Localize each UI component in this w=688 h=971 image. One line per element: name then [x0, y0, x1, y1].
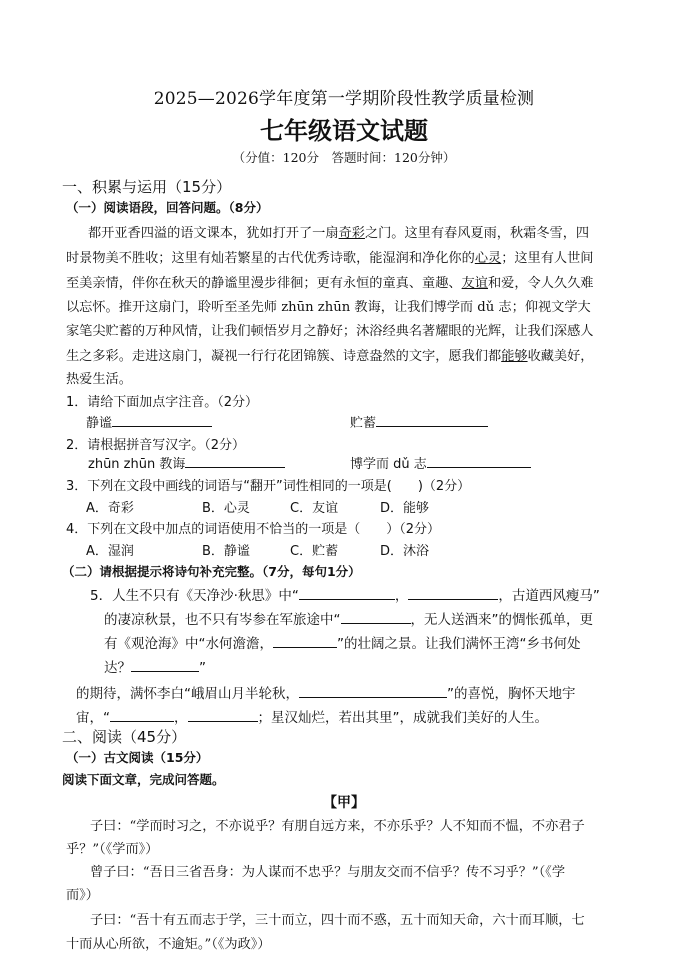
- passage-line-5: 家笔尖贮蓄的万种风情，让我们顿悟岁月之静好；沐浴经典名著耀眼的光辉，让我们深感人: [66, 324, 594, 339]
- passage-line-6: 生之多彩。走进这扇门，凝视一行行花团锦簇、诗意盎然的文字，愿我们都能够收藏美好，: [66, 349, 594, 364]
- underlined-word-youyi: 友谊: [461, 276, 488, 291]
- passage-line-3: 至美亲情，伴你在秋天的静谧里漫步徘徊；更有永恒的童真、童趣、友谊和爱，令人久久难: [66, 276, 594, 291]
- answer-blank[interactable]: [427, 454, 531, 468]
- q5-line-1: 5．人生不只有《天净沙·秋思》中“ ， ，古道西风瘦马”: [90, 588, 600, 604]
- passage-line-4: 以忘怀。推开这扇门，聆听至圣先师 zhūn zhūn 教诲，让我们博学而 dǔ 志；仰视文学大: [66, 300, 591, 315]
- poem-blank[interactable]: [273, 634, 337, 648]
- q1-item-zhuxu: 贮蓄: [350, 412, 488, 431]
- section2-heading: 二、阅读（45分）: [62, 728, 187, 746]
- q5-line-3: 有《观沧海》中“水何澹澹， ”的壮阔之景。让我们满怀王湾“乡书何处: [104, 636, 581, 652]
- poem-blank[interactable]: [299, 684, 447, 698]
- answer-blank[interactable]: [376, 413, 488, 427]
- classic-line-5: 子曰：“吾十有五而志于学，三十而立，四十而不惑，五十而知天命，六十而耳顺，七: [90, 913, 585, 928]
- poem-blank[interactable]: [341, 610, 411, 624]
- section1-heading: 一、积累与运用（15分）: [62, 178, 232, 196]
- passage-line-1: 都开亚香四溢的语文课本，犹如打开了一扇奇彩之门。这里有春风夏雨，秋霜冬雪，四: [88, 226, 590, 241]
- q3-option-d[interactable]: D．能够: [380, 501, 430, 516]
- score-time-info: （分值：120分 答题时间：120分钟）: [232, 150, 456, 165]
- question-3: 3．下列在文段中画线的词语与“翻开”词性相同的一项是( )（2分）: [66, 479, 471, 494]
- classic-line-6: 十而从心所欲，不逾矩。”（《为政》）: [66, 937, 271, 952]
- question-2: 2．请根据拼音写汉字。（2分）: [66, 438, 246, 453]
- classic-line-3: 曾子曰：“吾日三省吾身：为人谋而不忠乎？与朋友交而不信乎？传不习乎？”（《学: [90, 865, 566, 880]
- classic-line-2: 乎？”（《学而》）: [66, 842, 159, 857]
- part1-heading: （一）阅读语段，回答问题。（8分）: [66, 200, 269, 215]
- answer-blank[interactable]: [112, 413, 212, 427]
- section2-part1-heading: （一）古文阅读（15分）: [66, 750, 209, 765]
- q4-option-d[interactable]: D．沐浴: [380, 544, 430, 559]
- poem-blank[interactable]: [131, 658, 199, 672]
- question-4: 4．下列在文段中加点的词语使用不恰当的一项是（ ）（2分）: [66, 522, 441, 537]
- q4-option-b[interactable]: B．静谧: [202, 544, 250, 559]
- passage-line-2: 时景物美不胜收；这里有灿若繁星的古代优秀诗歌，能湿润和净化你的心灵；这里有人世间: [66, 251, 594, 266]
- q3-option-a[interactable]: A．奇彩: [86, 501, 134, 516]
- part2-heading: （二）请根据提示将诗句补充完整。（7分，每句1分）: [62, 564, 361, 579]
- text-jia-mark: 【甲】: [323, 795, 365, 811]
- question-1: 1．请给下面加点字注音。（2分）: [66, 395, 259, 410]
- underlined-word-xinling: 心灵: [474, 251, 502, 266]
- underlined-word-qicai: 奇彩: [338, 226, 365, 241]
- poem-blank[interactable]: [188, 708, 258, 722]
- exam-period-title: 2025—2026学年度第一学期阶段性教学质量检测: [153, 89, 535, 109]
- poem-blank[interactable]: [299, 586, 395, 600]
- q4-option-a[interactable]: A．湿润: [86, 544, 134, 559]
- poem-blank[interactable]: [408, 586, 498, 600]
- q3-option-b[interactable]: B．心灵: [202, 501, 250, 516]
- exam-subject-title: 七年级语文试题: [260, 116, 428, 145]
- answer-blank[interactable]: [185, 454, 285, 468]
- classic-line-1: 子曰：“学而时习之，不亦说乎？有朋自远方来，不亦乐乎？人不知而不愠，不亦君子: [90, 819, 585, 834]
- classic-line-4: 而》）: [66, 888, 99, 903]
- q3-option-c[interactable]: C．友谊: [290, 501, 339, 516]
- q2-item-zhunzhun: zhūn zhūn 教诲: [88, 453, 285, 472]
- q2-item-du: 博学而 dǔ 志: [350, 453, 531, 472]
- passage-line-7: 热爱生活。: [66, 372, 132, 387]
- q1-item-jingmi: 静谧: [86, 412, 212, 431]
- poem-blank[interactable]: [110, 708, 174, 722]
- q5-line-2: 的凄凉秋景，也不只有岑参在军旅途中“ ，无人送酒来”的惆怅孤单，更: [104, 612, 593, 628]
- underlined-word-nenggou: 能够: [501, 349, 528, 364]
- q4-option-c[interactable]: C．贮蓄: [290, 544, 339, 559]
- q5-line-5: 的期待，满怀李白“峨眉山月半轮秋， ”的喜悦，胸怀天地宇: [76, 686, 576, 702]
- section2-instruction: 阅读下面文章，完成问答题。: [62, 772, 225, 787]
- q5-line-6: 宙，“ ， ；星汉灿烂，若出其里”，成就我们美好的人生。: [76, 710, 548, 726]
- q5-line-4: 达？ ”: [104, 660, 206, 676]
